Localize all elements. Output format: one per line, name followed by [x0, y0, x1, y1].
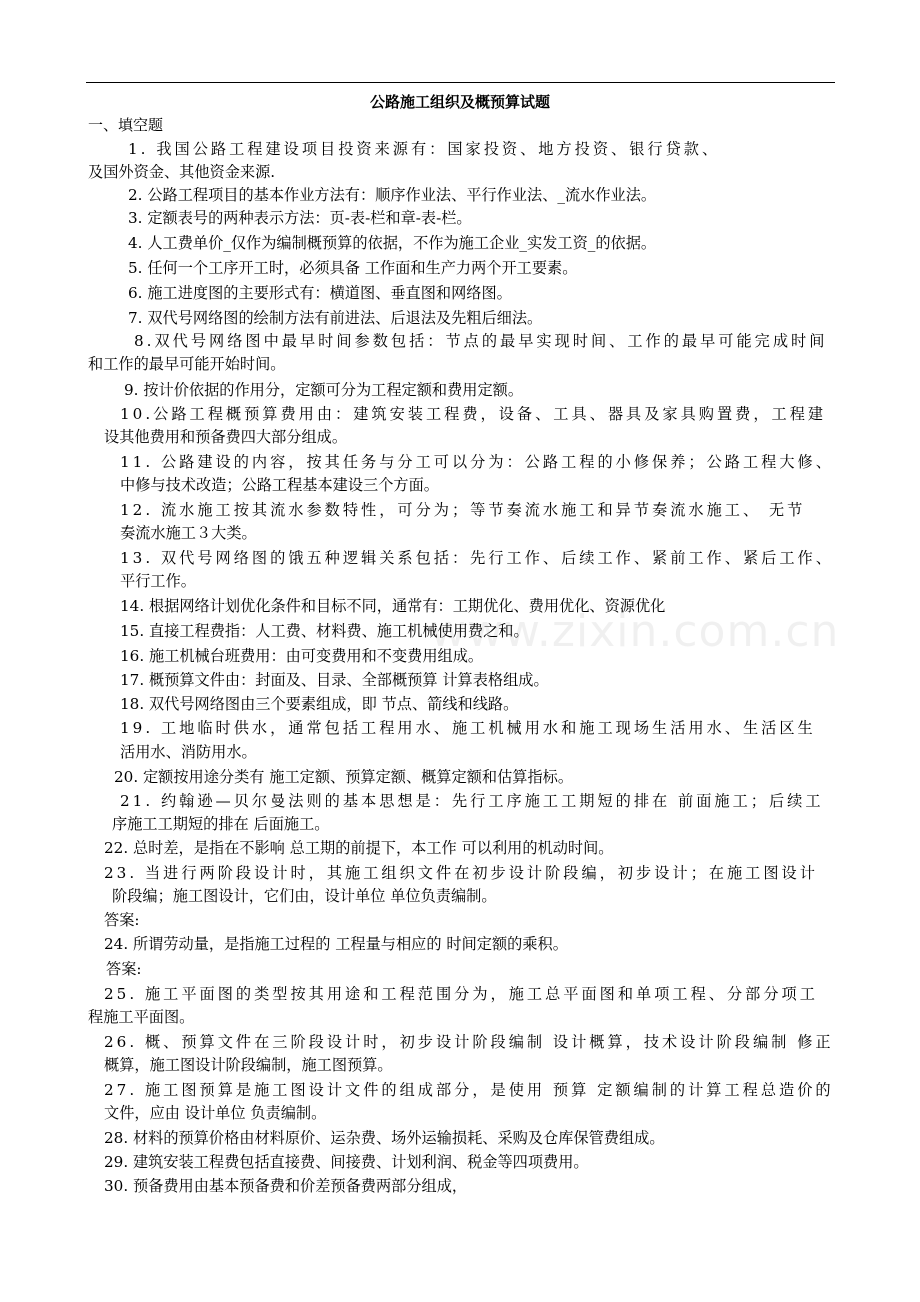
- text-line: 23. 当进行两阶段设计时，其施工组织文件在初步设计阶段编，初步设计；在施工图设计: [104, 864, 818, 882]
- document-title: 公路施工组织及概预算试题: [369, 93, 550, 111]
- text-line: 设其他费用和预备费四大部分组成。: [104, 428, 347, 446]
- text-line: 12. 流水施工按其流水参数特性，可分为；等节奏流水施工和异节奏流水施工、 无节: [120, 501, 806, 519]
- text-line: 中修与技术改造；公路工程基本建设三个方面。: [120, 476, 439, 494]
- watermark: www.zixin.com.cn: [430, 606, 840, 657]
- text-line: 11. 公路建设的内容，按其任务与分工可以分为：公路工程的小修保养；公路工程大修、: [120, 453, 834, 471]
- text-line: 30. 预备费用由基本预备费和价差预备费两部分组成，: [104, 1177, 468, 1195]
- text-line: 18. 双代号网络图由三个要素组成，即 节点、箭线和线路。: [120, 695, 519, 713]
- text-line: 20. 定额按用途分类有 施工定额、预算定额、概算定额和估算指标。: [114, 768, 574, 786]
- text-line: 9. 按计价依据的作用分，定额可分为工程定额和费用定额。: [124, 381, 524, 399]
- text-line: 26. 概、预算文件在三阶段设计时，初步设计阶段编制 设计概算，技术设计阶段编制 修正: [104, 1033, 834, 1051]
- text-line: 答案:: [104, 911, 140, 929]
- text-line: 8.双代号网络图中最早时间参数包括：节点的最早实现时间、工作的最早可能完成时间: [134, 332, 828, 350]
- section-heading: 一、填空题: [88, 116, 164, 134]
- text-line: 1. 我国公路工程建设项目投资来源有：国家投资、地方投资、银行贷款、: [128, 140, 721, 158]
- text-line: 19. 工地临时供水，通常包括工程用水、施工机械用水和施工现场生活用水、生活区生: [120, 719, 816, 737]
- text-line: 概算，施工图设计阶段编制，施工图预算。: [104, 1056, 393, 1074]
- text-line: 答案:: [106, 960, 142, 978]
- header-rule: [86, 82, 835, 83]
- text-line: 平行工作。: [120, 572, 196, 590]
- text-line: 14. 根据网络计划优化条件和目标不同，通常有：工期优化、费用优化、资源优化: [120, 597, 666, 615]
- text-line: 和工作的最早可能开始时间。: [88, 355, 286, 373]
- text-line: 28. 材料的预算价格由材料原价、运杂费、场外运输损耗、采购及仓库保管费组成。: [104, 1129, 665, 1147]
- text-line: 程施工平面图。: [88, 1008, 195, 1026]
- text-line: 17. 概预算文件由：封面及、目录、全部概预算 计算表格组成。: [120, 671, 549, 689]
- text-line: 21. 约翰逊—贝尔曼法则的基本思想是：先行工序施工工期短的排在 前面施工；后续工: [120, 792, 824, 810]
- text-line: 27. 施工图预算是施工图设计文件的组成部分，是使用 预算 定额编制的计算工程总造价的: [104, 1081, 834, 1099]
- text-line: 及国外资金、其他资金来源.: [88, 163, 276, 181]
- text-line: 16. 施工机械台班费用：由可变费用和不变费用组成。: [120, 647, 484, 665]
- text-line: 13. 双代号网络图的饿五种逻辑关系包括：先行工作、后续工作、紧前工作、紧后工作、: [120, 549, 834, 567]
- text-line: 奏流水施工３大类。: [120, 524, 257, 542]
- text-line: 7. 双代号网络图的绘制方法有前进法、后退法及先粗后细法。: [128, 309, 543, 327]
- text-line: 25. 施工平面图的类型按其用途和工程范围分为，施工总平面图和单项工程、分部分项工: [104, 985, 818, 1003]
- text-line: 15. 直接工程费指：人工费、材料费、施工机械使用费之和。: [120, 622, 529, 640]
- text-line: 4. 人工费单价_仅作为编制概预算的依据，不作为施工企业_实发工资_的依据。: [128, 234, 657, 252]
- text-line: 5. 任何一个工序开工时，必须具备 工作面和生产力两个开工要素。: [128, 259, 578, 277]
- text-line: 6. 施工进度图的主要形式有：横道图、垂直图和网络图。: [128, 284, 512, 302]
- text-line: 活用水、消防用水。: [120, 743, 257, 761]
- text-line: 29. 建筑安装工程费包括直接费、间接费、计划利润、税金等四项费用。: [104, 1153, 589, 1171]
- text-line: 22. 总时差，是指在不影响 总工期的前提下，本工作 可以利用的机动时间。: [104, 839, 614, 857]
- text-line: 3. 定额表号的两种表示方法：页-表-栏和章-表-栏。: [128, 209, 472, 227]
- text-line: 序施工工期短的排在 后面施工。: [112, 815, 330, 833]
- text-line: 24. 所谓劳动量，是指施工过程的 工程量与相应的 时间定额的乘积。: [104, 935, 568, 953]
- text-line: 10.公路工程概预算费用由：建筑安装工程费，设备、工具、器具及家具购置费，工程建: [120, 405, 827, 423]
- text-line: 阶段编；施工图设计，它们由，设计单位 单位负责编制。: [112, 887, 497, 905]
- text-line: 2. 公路工程项目的基本作业方法有：顺序作业法、平行作业法、_流水作业法。: [128, 186, 657, 204]
- text-line: 文件，应由 设计单位 负责编制。: [104, 1104, 327, 1122]
